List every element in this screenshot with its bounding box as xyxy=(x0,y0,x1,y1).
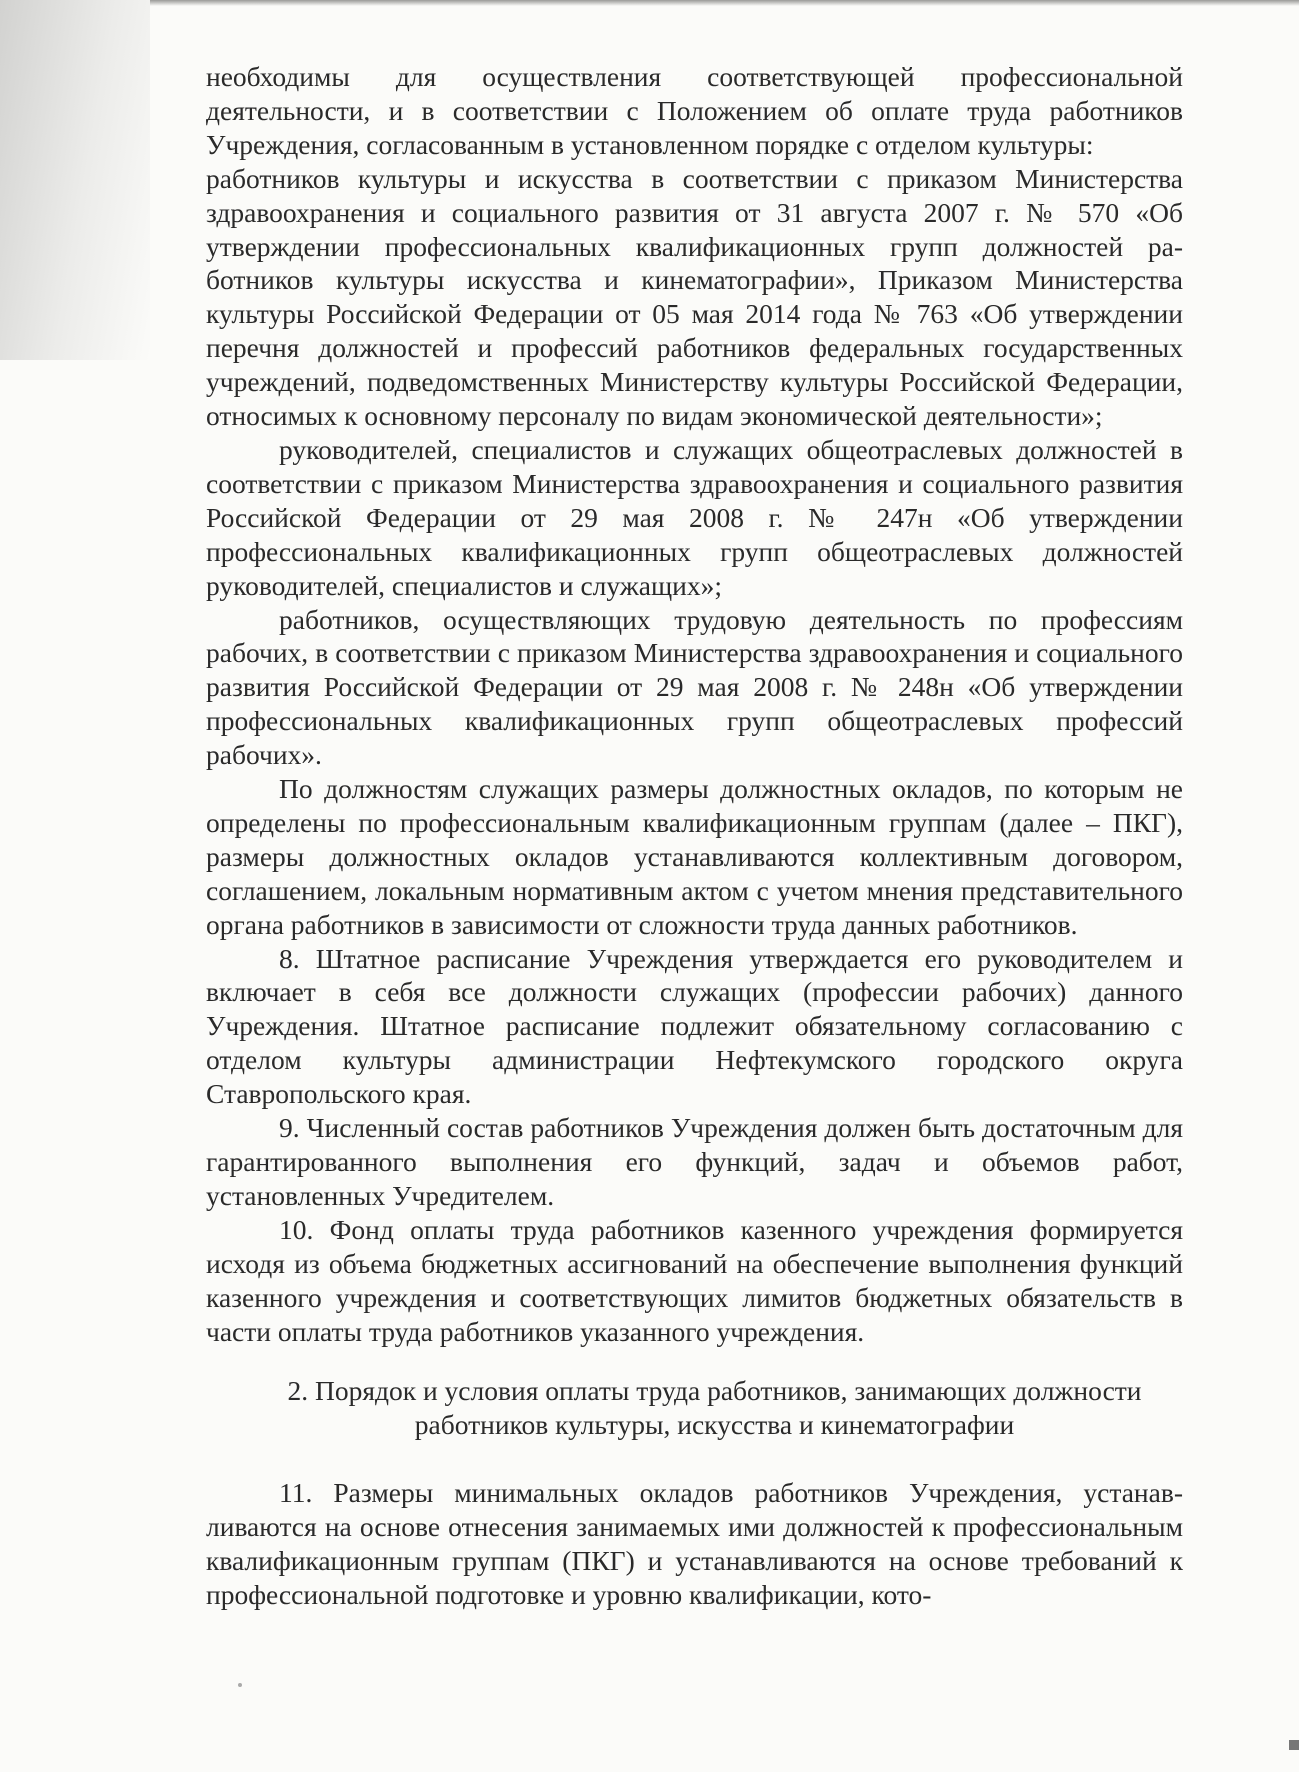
paragraph-workers: работников, осуществляющих трудовую деятельность по профессиям рабочих, в соответствии с приказом Министерства здравоохранения и социального развития Российской Федерации от 29 мая 2008 г. № 248н «Об утверждении профессиональных квалификационных групп общеотраслевых профессий рабочих». xyxy=(206,603,1183,771)
paragraph-salaries: По должностям служащих размеры должностных окладов, по которым не определены по профессиональным квалификационным группам (далее – ПКГ), размеры должностных окладов устанавливаются коллективным договором, соглашением, локальным нормативным актом с учетом мнения представительного органа работников в зависимости от сложности труда данных работников. xyxy=(206,773,1183,940)
paragraph-8-staff-schedule: 8. Штатное расписание Учреждения утверждается его руководителем и включает в себя все должности служащих (профессии рабочих) данного Учреждения. Штатное расписание подлежит обязательному согласованию с отделом культуры администрации Нефтекумского городского округа Ставропольского края. xyxy=(206,942,1183,1110)
paragraph-11-minimal-salaries: 11. Размеры минимальных окладов работников Учреждения, устанавливаются на основе отнесения занимаемых ими должностей к профессиональным квалификационным группам (ПКГ) и устанавливаются на основе требований к профессиональной подготовке и уровню квалификации, кото- xyxy=(206,1477,1183,1610)
document-body xyxy=(206,60,1183,1612)
paragraph-9-staff-size: 9. Численный состав работников Учреждения должен быть достаточным для гарантированного выполнения его функций, задач и объемов работ, установленных Учредителем. xyxy=(206,1112,1183,1211)
scan-left-shadow xyxy=(0,0,150,360)
scan-corner-mark xyxy=(1289,1740,1299,1750)
paragraph-culture-workers: работников культуры и искусства в соответствии с приказом Министерства здравоохранения и социального развития от 31 августа 2007 г. № 570 «Об утверждении профессиональных квалификационных групп должностей работников культуры искусства и кинематографии», Приказом Министерства культуры Российской Федерации от 05 мая 2014 года № 763 «Об утверждении перечня должностей и профессий работников федеральных государственных учреждений, подведомственных Министерству культуры Российской Федерации, относимых к основному персоналу по видам экономической деятельности»; xyxy=(206,162,1183,432)
section-heading: 2. Порядок и условия оплаты труда работников, занимающих должности работников культуры, искусства и кинематографии xyxy=(287,1375,1142,1441)
scan-speck xyxy=(238,1683,242,1687)
paragraph-10-wage-fund: 10. Фонд оплаты труда работников казенного учреждения формируется исходя из объема бюджетных ассигнований на обеспечение выполнения функций казенного учреждения и соответствующих лимитов бюджетных обязательств в части оплаты труда работников указанного учреждения. xyxy=(206,1213,1183,1347)
paragraph-managers: руководителей, специалистов и служащих общеотраслевых должностей в соответствии с приказом Министерства здравоохранения и социального развития Российской Федерации от 29 мая 2008 г. № 247н «Об утверждении профессиональных квалификационных групп общеотраслевых должностей руководителей, специалистов и служащих»; xyxy=(206,433,1183,601)
paragraph-continuation: необходимы для осуществления соответствующей профессиональной деятельности, и в соответствии с Положением об оплате труда работников Учреждения, согласованным в установленном порядке с отделом культуры: xyxy=(206,61,1183,160)
scan-top-edge xyxy=(150,0,1299,6)
